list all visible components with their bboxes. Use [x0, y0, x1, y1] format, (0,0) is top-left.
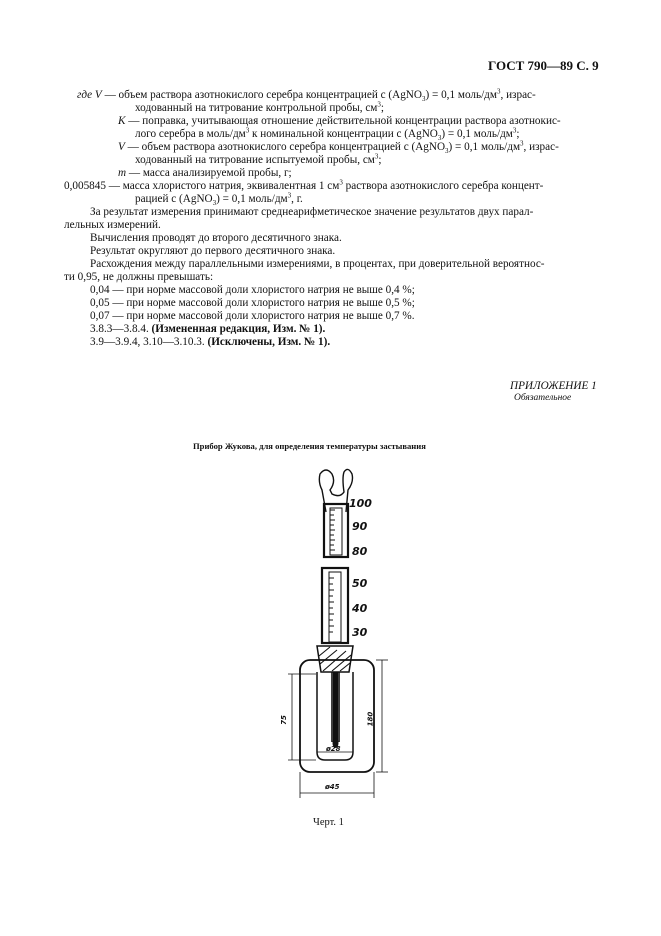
def-v-sample: V — объем раствора азотнокислого серебра концентрацией с (AgNO$_3$) = 0,1 моль/$дм^3$, израс- [118, 139, 559, 156]
figure-caption: Прибор Жукова, для определения температуры застывания [193, 441, 426, 451]
def-nacl-mass-cont: рацией с (AgNO$_3$) = 0,1 моль/$дм^3$, г. [135, 191, 303, 208]
para-calc: Вычисления проводят до второго десятичного знака. [90, 232, 342, 244]
para-round: Результат округляют до первого десятичного знака. [90, 245, 336, 257]
list-item: 0,07 — при норме массовой доли хлористого натрия не выше 0,7 %. [90, 310, 415, 322]
zhukov-apparatus-drawing [260, 460, 400, 810]
list-item: 0,04 — при норме массовой доли хлористого натрия не выше 0,4 %; [90, 284, 415, 296]
def-nacl-mass: 0,005845 — масса хлористого натрия, эквивалентная 1 $см^3$ раствора азотнокислого серебра концент- [64, 178, 544, 192]
dimension-label: ø45 [325, 783, 340, 791]
scale-label: 40 [352, 602, 368, 615]
page-header: ГОСТ 790—89 С. 9 [488, 58, 599, 73]
para-discrepancy-2: ти 0,95, не должны превышать: [64, 271, 214, 283]
scale-label: 50 [352, 577, 368, 590]
amendment-note: 3.8.3—3.8.4. (Измененная редакция, Изм. № 1). [90, 323, 326, 335]
def-v-control: где V — объем раствора азотнокислого серебра концентрацией с (AgNO$_3$) = 0,1 моль/$дм^3$, израс- [77, 87, 536, 104]
appendix-title: ПРИЛОЖЕНИЕ 1 [510, 380, 597, 392]
dimension-label: 180 [366, 711, 375, 727]
scale-label: 80 [352, 545, 368, 558]
dimension-label: 75 [279, 715, 288, 725]
figure-label: Черт. 1 [313, 817, 344, 828]
appendix-subtitle: Обязательное [514, 393, 572, 403]
excluded-note: 3.9—3.9.4, 3.10—3.10.3. (Исключены, Изм. № 1). [90, 336, 331, 348]
dimension-label: ø28 [326, 745, 341, 753]
scale-label: 100 [349, 497, 372, 510]
scale-label: 90 [352, 520, 368, 533]
def-k: K — поправка, учитывающая отношение действительной концентрации раствора азотнокис- [118, 115, 561, 127]
def-m: m — масса анализируемой пробы, г; [118, 167, 292, 179]
para-discrepancy-1: Расхождения между параллельными измерениями, в процентах, при доверительной вероятнос- [90, 258, 545, 270]
para-result-1: За результат измерения принимают среднеарифметическое значение результатов двух парал- [90, 206, 534, 218]
def-k-cont: лого серебра в моль/$дм^3$ к номинальной концентрации с (AgNO$_3$) = 0,1 моль/$дм^3$; [135, 126, 520, 143]
para-result-2: лельных измерений. [64, 219, 161, 231]
list-item: 0,05 — при норме массовой доли хлористого натрия не выше 0,5 %; [90, 297, 415, 309]
scale-label: 30 [352, 626, 368, 639]
def-v-sample-cont: ходованный на титрование испытуемой пробы, $см^3$; [135, 152, 382, 166]
def-v-control-cont: ходованный на титрование контрольной пробы, $см^3$; [135, 100, 384, 114]
